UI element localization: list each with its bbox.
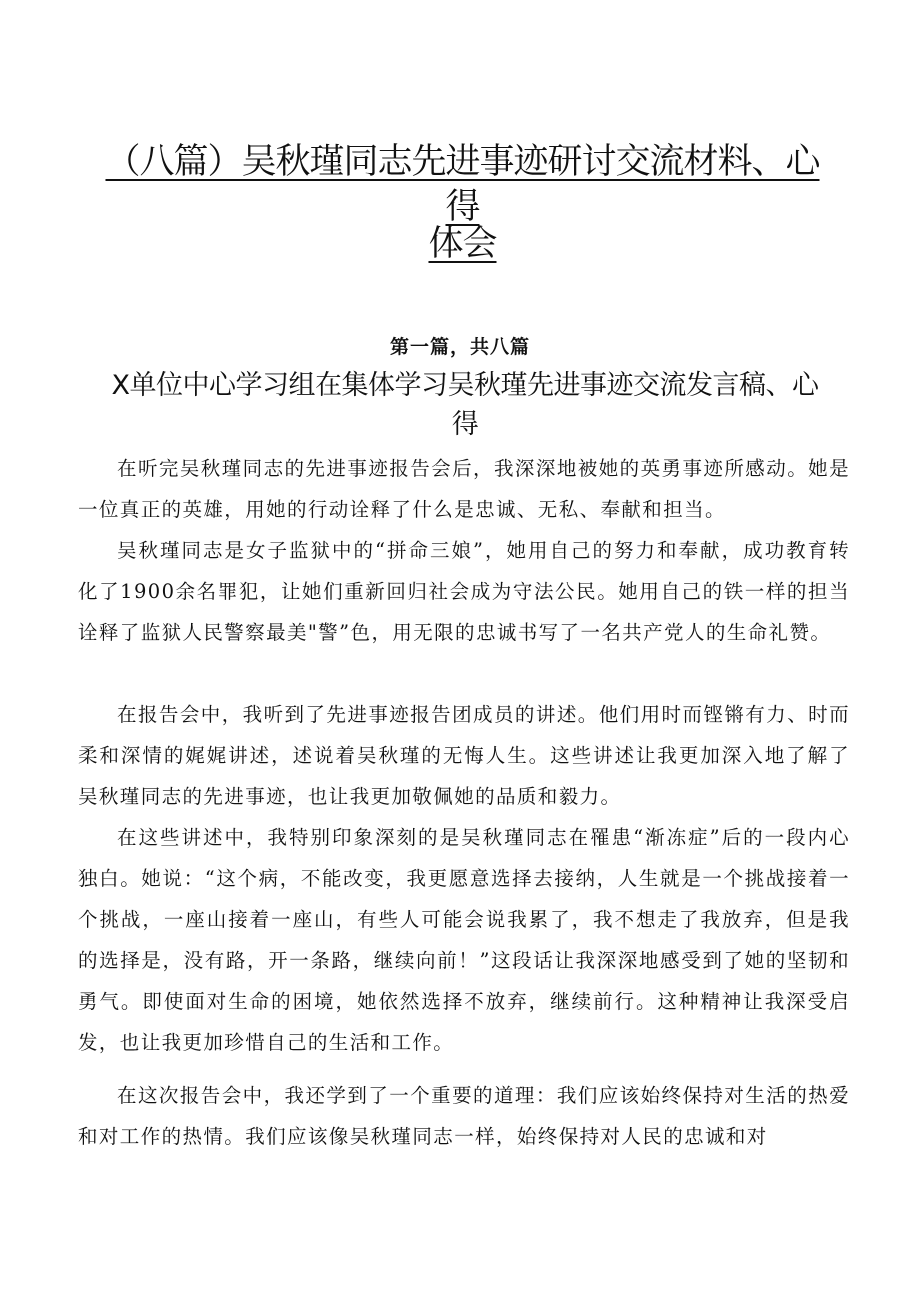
article-count-label: 第一篇，共八篇 [389, 336, 530, 358]
article-title-line-2: 得 [451, 409, 479, 440]
body-paragraph-1 [78, 448, 850, 530]
paragraph-text: 在报告会中，我听到了先进事迹报告团成员的讲述。他们用时而铿锵有力、时而柔和深情的娓娓讲述，述说着吴秋瑾的无悔人生。这些讲述让我更加深入地了解了吴秋瑾同志的先进事迹，也让我更加敬佩她的品质和毅力。 [78, 703, 850, 808]
paragraph-text: 在听完吴秋瑾同志的先进事迹报告会后，我深深地被她的英勇事迹所感动。她是一位真正的英雄，用她的行动诠释了什么是忠诚、无私、奉献和担当。 [78, 457, 850, 521]
body-paragraph-2 [78, 530, 850, 653]
paragraph-text: 在这次报告会中，我还学到了一个重要的道理：我们应该始终保持对生活的热爱和对工作的热情。我们应该像吴秋瑾同志一样，始终保持对人民的忠诚和对 [78, 1084, 850, 1148]
paragraph-text: 在这些讲述中，我特别印象深刻的是吴秋瑾同志在罹患“渐冻症”后的一段内心独白。她说：“这个病，不能改变，我更愿意选择去接纳，人生就是一个挑战接着一个挑战，一座山接着一座山，有些人可能会说我累了，我不想走了我放弃，但是我的选择是，没有路，开一条路，继续向前！”这段话让我深深地感受到了她的坚韧和勇气。即使面对生命的困境，她依然选择不放弃，继续前行。这种精神让我深受启发，也让我更加珍惜自己的生活和工作。 [78, 826, 850, 1054]
document-title-line-2: 体会 [428, 224, 497, 264]
body-paragraph-4 [78, 817, 850, 1063]
paragraph-text: 吴秋瑾同志是女子监狱中的“拼命三娘”，她用自己的努力和奉献，成功教育转化了1900余名罪犯，让她们重新回归社会成为守法公民。她用自己的铁一样的担当诠释了监狱人民警察最美"警”色，用无限的忠诚书写了一名共产党人的生命礼赞。 [78, 539, 850, 644]
body-paragraph-3 [78, 694, 850, 817]
body-paragraph-5 [78, 1075, 850, 1157]
article-title-line-1: X单位中心学习组在集体学习吴秋瑾先进事迹交流发言稿、心 [111, 370, 819, 401]
document-title-line-1: （八篇）吴秋瑾同志先进事迹研讨交流材料、心得 [105, 142, 820, 227]
